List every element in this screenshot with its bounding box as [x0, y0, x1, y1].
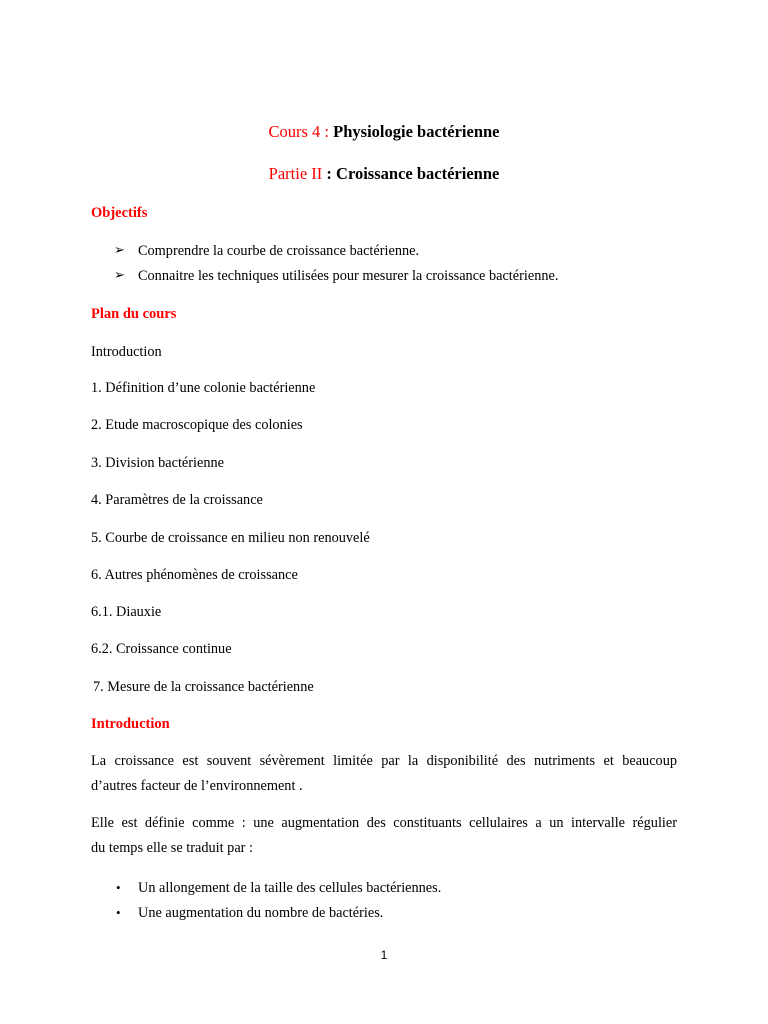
page-number: 1	[380, 948, 388, 962]
plan-item: 7. Mesure de la croissance bactérienne	[93, 679, 314, 695]
plan-item: 6.1. Diauxie	[91, 604, 162, 620]
introduction-paragraph-1	[91, 749, 677, 799]
course-label: Cours 4	[268, 122, 321, 141]
bullet-text: Une augmentation du nombre de bactéries.	[138, 905, 384, 921]
objective-text: Comprendre la courbe de croissance bactérienne.	[138, 243, 420, 259]
arrow-bullet-icon: ➢	[114, 268, 125, 283]
plan-item: 6.2. Croissance continue	[91, 641, 232, 657]
bullet-text: Un allongement de la taille des cellules bactériennes.	[138, 880, 442, 896]
arrow-bullet-icon: ➢	[114, 243, 125, 258]
course-separator: :	[320, 122, 334, 141]
course-name: Physiologie bactérienne	[333, 122, 500, 141]
paragraph-line: d’autres facteur de l’environnement .	[91, 778, 303, 794]
course-title	[0, 122, 768, 142]
bullet-dot-icon: •	[116, 880, 121, 895]
plan-item: 4. Paramètres de la croissance	[91, 492, 263, 508]
plan-item: 5. Courbe de croissance en milieu non renouvelé	[91, 530, 370, 546]
objectives-heading: Objectifs	[91, 205, 148, 221]
paragraph-line: La croissance est souvent sévèrement limitée par la disponibilité des nutriments et beaucoup	[91, 753, 677, 769]
introduction-heading: Introduction	[91, 716, 170, 732]
objective-text: Connaitre les techniques utilisées pour mesurer la croissance bactérienne.	[138, 268, 559, 284]
plan-item: 2. Etude macroscopique des colonies	[91, 417, 303, 433]
paragraph-line: du temps elle se traduit par :	[91, 840, 253, 856]
part-name: Croissance bactérienne	[336, 164, 500, 183]
part-title	[0, 164, 768, 184]
introduction-paragraph-2	[91, 811, 677, 861]
plan-item: 1. Définition d’une colonie bactérienne	[91, 380, 316, 396]
plan-heading: Plan du cours	[91, 306, 177, 322]
plan-item: 6. Autres phénomènes de croissance	[91, 567, 298, 583]
part-separator: :	[322, 164, 337, 183]
plan-item: Introduction	[91, 344, 162, 360]
bullet-dot-icon: •	[116, 905, 121, 920]
plan-item: 3. Division bactérienne	[91, 455, 225, 471]
part-label: Partie II	[268, 164, 323, 183]
paragraph-line: Elle est définie comme : une augmentation des constituants cellulaires a un intervalle régulier	[91, 815, 677, 831]
